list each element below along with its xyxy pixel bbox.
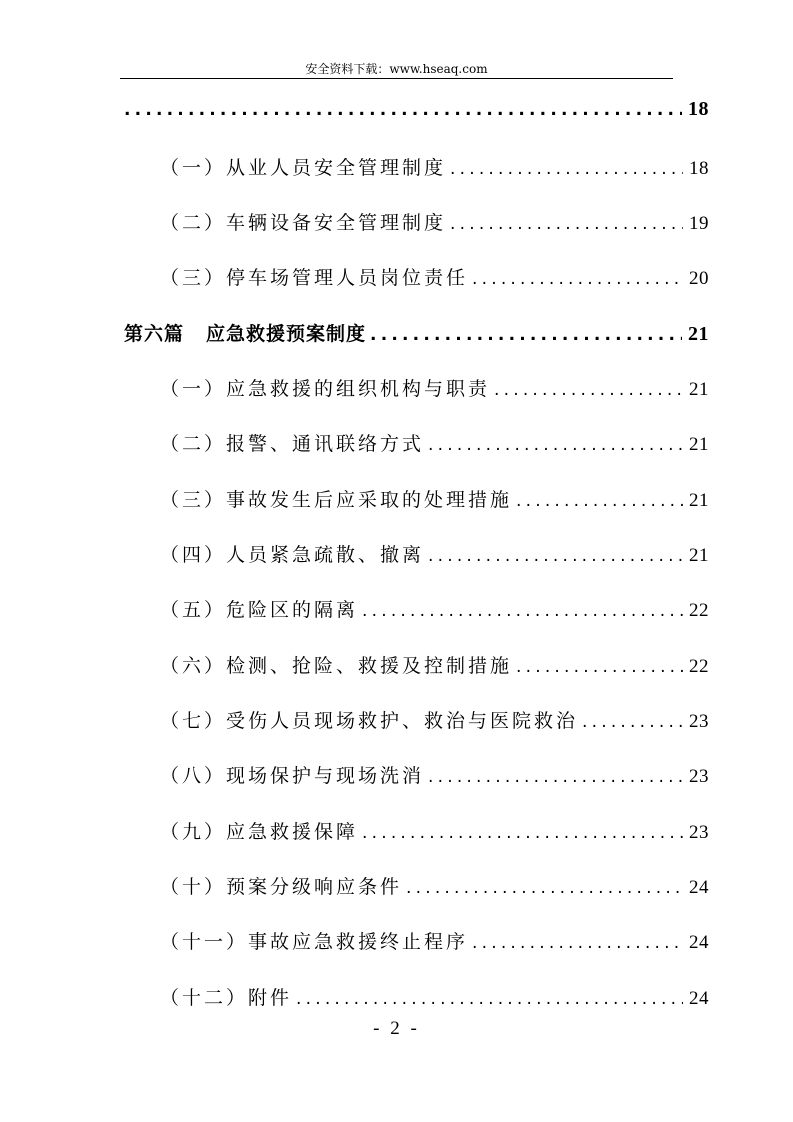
dot-leader: [428, 767, 683, 787]
dot-leader: [582, 712, 683, 732]
toc-page-number: 23: [689, 822, 709, 843]
toc-entry-title: （四）人员紧急疏散、撤离: [160, 544, 425, 566]
toc-entry-title: （九）应急救援保障: [160, 821, 359, 843]
toc-entry[interactable]: [160, 872, 709, 899]
toc-entry[interactable]: [160, 153, 709, 180]
toc-entry-title: （三）停车场管理人员岗位责任: [160, 267, 469, 289]
toc-entry[interactable]: [160, 208, 709, 235]
toc-page-number: 21: [689, 490, 709, 511]
toc-page-number: 22: [689, 656, 709, 677]
dot-leader: [472, 933, 683, 953]
toc-entry-title: （十）预案分级响应条件: [160, 876, 403, 898]
dot-leader: [362, 823, 683, 843]
toc-entry[interactable]: [160, 595, 709, 622]
toc-continuation-row: [124, 98, 709, 121]
toc-entry-title: （五）危险区的隔离: [160, 599, 359, 621]
dot-leader: [450, 214, 683, 234]
toc-page-number: 18: [688, 98, 709, 120]
toc-page-number: 22: [689, 600, 709, 621]
dot-leader: [370, 325, 682, 345]
dot-leader: [516, 491, 683, 511]
toc-page-number: 18: [689, 158, 709, 179]
toc-entry[interactable]: [160, 706, 709, 733]
dot-leader: [362, 601, 683, 621]
dot-leader: [296, 989, 683, 1009]
toc-page-number: 23: [689, 766, 709, 787]
toc-entry[interactable]: [160, 263, 709, 290]
toc-entry[interactable]: [160, 817, 709, 844]
toc-entry-title: （八）现场保护与现场洗消: [160, 765, 425, 787]
toc-page-number: 23: [689, 711, 709, 732]
toc-entry-title: （二）报警、通讯联络方式: [160, 433, 425, 455]
toc-chapter-label: 第六篇: [124, 323, 185, 345]
toc-page-number: 21: [689, 434, 709, 455]
toc-entry-title: （六）检测、抢险、救援及控制措施: [160, 655, 513, 677]
toc-entry-title: （十一）事故应急救援终止程序: [160, 931, 469, 953]
page-header: 安全资料下载：www.hseaq.com: [305, 62, 488, 76]
page-number-footer: - 2 -: [373, 1018, 420, 1039]
dot-leader: [516, 657, 683, 677]
toc-entry[interactable]: [160, 651, 709, 678]
toc-entry[interactable]: [160, 429, 709, 456]
toc-entry-title: （一）应急救援的组织机构与职责: [160, 378, 491, 400]
dot-leader: [428, 546, 683, 566]
toc-entry[interactable]: [160, 761, 709, 788]
toc-page-number: 21: [689, 545, 709, 566]
toc-page-number: 24: [689, 877, 709, 898]
toc-entry-title: （三）事故发生后应采取的处理措施: [160, 489, 513, 511]
toc-entry[interactable]: [160, 983, 709, 1010]
dot-leader: [406, 878, 683, 898]
toc-entry-title: （一）从业人员安全管理制度: [160, 157, 447, 179]
toc-entry-title: （七）受伤人员现场救护、救治与医院救治: [160, 710, 579, 732]
toc-page-number: 21: [689, 379, 709, 400]
toc-entry[interactable]: [160, 374, 709, 401]
dot-leader: [124, 100, 682, 120]
toc-entry[interactable]: [160, 927, 709, 954]
toc-entry-title: （十二）附件: [160, 987, 293, 1009]
dot-leader: [494, 380, 683, 400]
toc-entry[interactable]: [160, 485, 709, 512]
toc-chapter-title: 应急救援预案制度: [206, 323, 367, 345]
toc-page-number: 24: [689, 988, 709, 1009]
toc-page-number: 20: [689, 268, 709, 289]
dot-leader: [428, 435, 683, 455]
toc-entry[interactable]: [160, 540, 709, 567]
toc-page-number: 19: [689, 213, 709, 234]
toc-page-number: 24: [689, 932, 709, 953]
toc-chapter-entry[interactable]: [124, 319, 709, 346]
dot-leader: [472, 269, 683, 289]
toc-page-number: 21: [688, 323, 709, 345]
dot-leader: [450, 159, 683, 179]
toc-entry-title: （二）车辆设备安全管理制度: [160, 212, 447, 234]
